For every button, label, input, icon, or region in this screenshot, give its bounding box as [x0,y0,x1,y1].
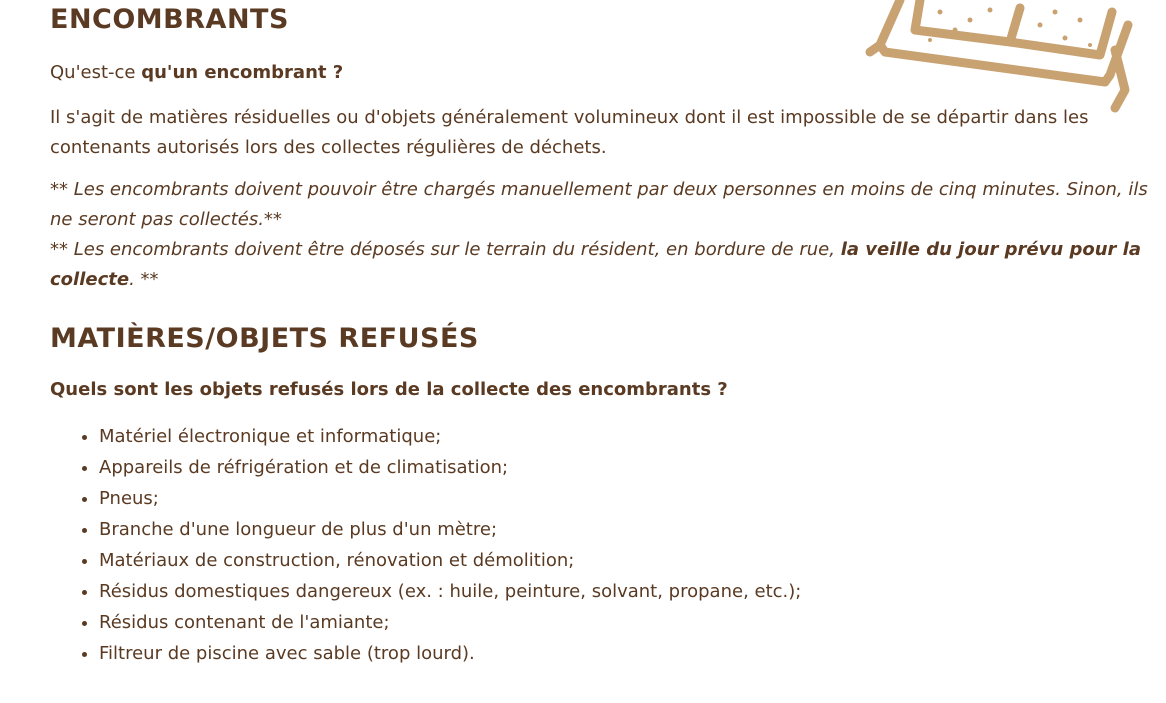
question-bold: qu'un encombrant ? [141,62,344,83]
note-deposit-bold: la veille du jour prévu pour la collecte [50,239,1141,290]
question-prefix: Qu'est-ce [50,62,142,83]
list-item: • Filtreur de piscine avec sable (trop lourd). [99,638,801,669]
list-item: • Pneus; [99,483,801,514]
definition-text: Il s'agit de matières résiduelles ou d'objets généralement volumineux dont il est impossible de se départir dans les contenants autorisés lors des collectes régulières de déchets. [50,107,1089,158]
note-deposit [50,235,1160,295]
refused-items-list [50,421,801,669]
section-title-encombrants: ENCOMBRANTS [50,4,289,35]
list-item: • Résidus contenant de l'amiante; [99,607,801,638]
notes-block [50,175,1160,295]
list-item: • Matériel électronique et informatique; [99,421,801,452]
list-item: • Appareils de réfrigération et de climatisation; [99,452,801,483]
note-deposit-prefix: ** Les encombrants doivent être déposés sur le terrain du résident, en bordure de rue, [50,239,841,260]
question-what-is [50,62,343,83]
note-weight: ** Les encombrants doivent pouvoir être chargés manuellement par deux personnes en moins de cinq minutes. Sinon, ils ne seront pas collectés.** [50,179,1148,230]
section-title-refused: MATIÈRES/OBJETS REFUSÉS [50,323,479,354]
list-item: • Matériaux de construction, rénovation et démolition; [99,545,801,576]
question-refused: Quels sont les objets refusés lors de la collecte des encombrants ? [50,379,728,400]
list-item: • Branche d'une longueur de plus d'un mètre; [99,514,801,545]
list-item: • Résidus domestiques dangereux (ex. : huile, peinture, solvant, propane, etc.); [99,576,801,607]
note-deposit-suffix: . ** [129,269,159,290]
